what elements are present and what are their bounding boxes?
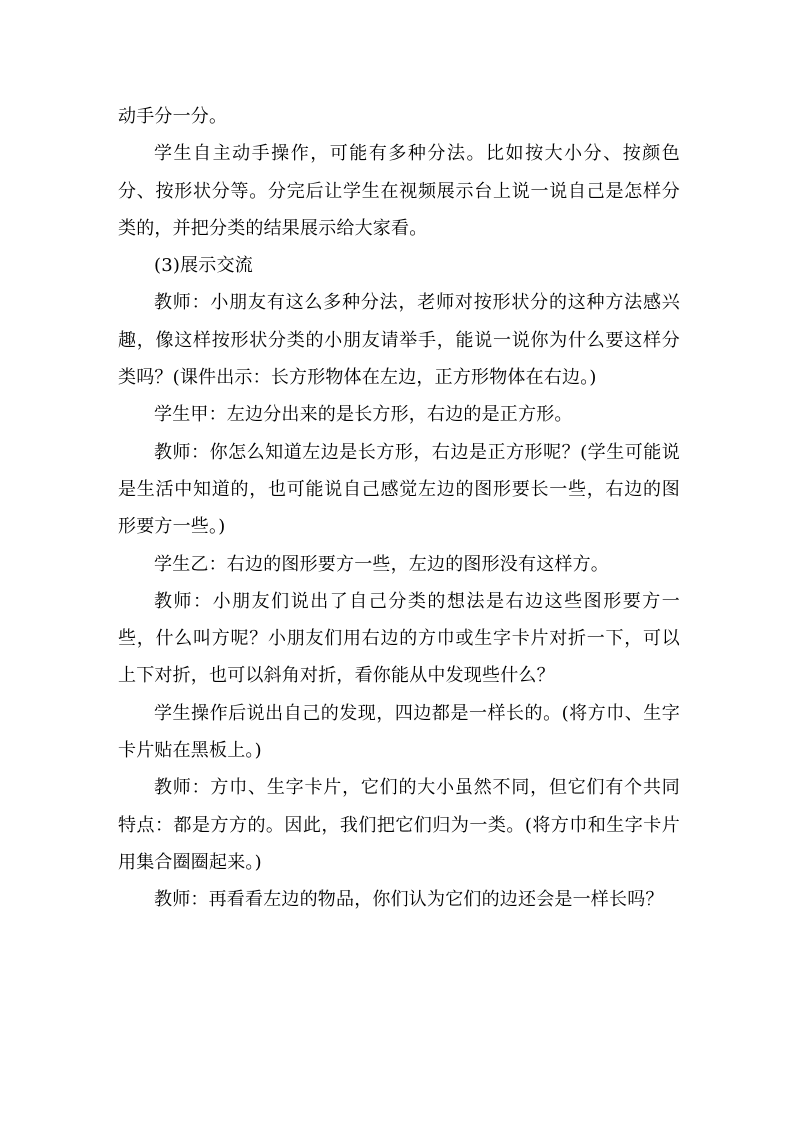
paragraph-teacher-4: 教师：方巾、生字卡片，它们的大小虽然不同，但它们有个共同特点：都是方方的。因此，我们把它们归为一类。(将方巾和生字卡片用集合圈圈起来。) xyxy=(118,777,680,873)
paragraph-student-activity: 学生自主动手操作，可能有多种分法。比如按大小分、按颜色分、按形状分等。分完后让学生在视频展示台上说一说自己是怎样分类的，并把分类的结果展示给大家看。 xyxy=(118,143,680,239)
paragraph-student-discovery: 学生操作后说出自己的发现，四边都是一样长的。(将方巾、生字卡片贴在黑板上。) xyxy=(118,702,680,762)
paragraph-student-a: 学生甲：左边分出来的是长方形，右边的是正方形。 xyxy=(154,404,573,426)
paragraph-student-b: 学生乙：右边的图形要方一些，左边的图形没有这样方。 xyxy=(154,553,609,575)
paragraph-teacher-1: 教师：小朋友有这么多种分法，老师对按形状分的这种方法感兴趣，像这样按形状分类的小朋友请举手，能说一说你为什么要这样分类吗？(课件出示：长方形物体在左边，正方形物体在右边。) xyxy=(118,292,680,389)
paragraph-teacher-3: 教师：小朋友们说出了自己分类的想法是右边这些图形要方一些，什么叫方呢？小朋友们用右边的方巾或生字卡片对折一下，可以上下对折，也可以斜角对折，看你能从中发现些什么？ xyxy=(118,590,680,687)
section-heading-display-exchange: (3)展示交流 xyxy=(154,255,253,277)
paragraph-teacher-5: 教师：再看看左边的物品，你们认为它们的边还会是一样长吗？ xyxy=(154,889,664,911)
document-body xyxy=(118,98,680,919)
paragraph-continuation: 动手分一分。 xyxy=(118,106,228,127)
paragraph-teacher-2: 教师：你怎么知道左边是长方形，右边是正方形呢？(学生可能说是生活中知道的，也可能说自己感觉左边的图形要长一些，右边的图形要方一些。) xyxy=(118,441,680,538)
